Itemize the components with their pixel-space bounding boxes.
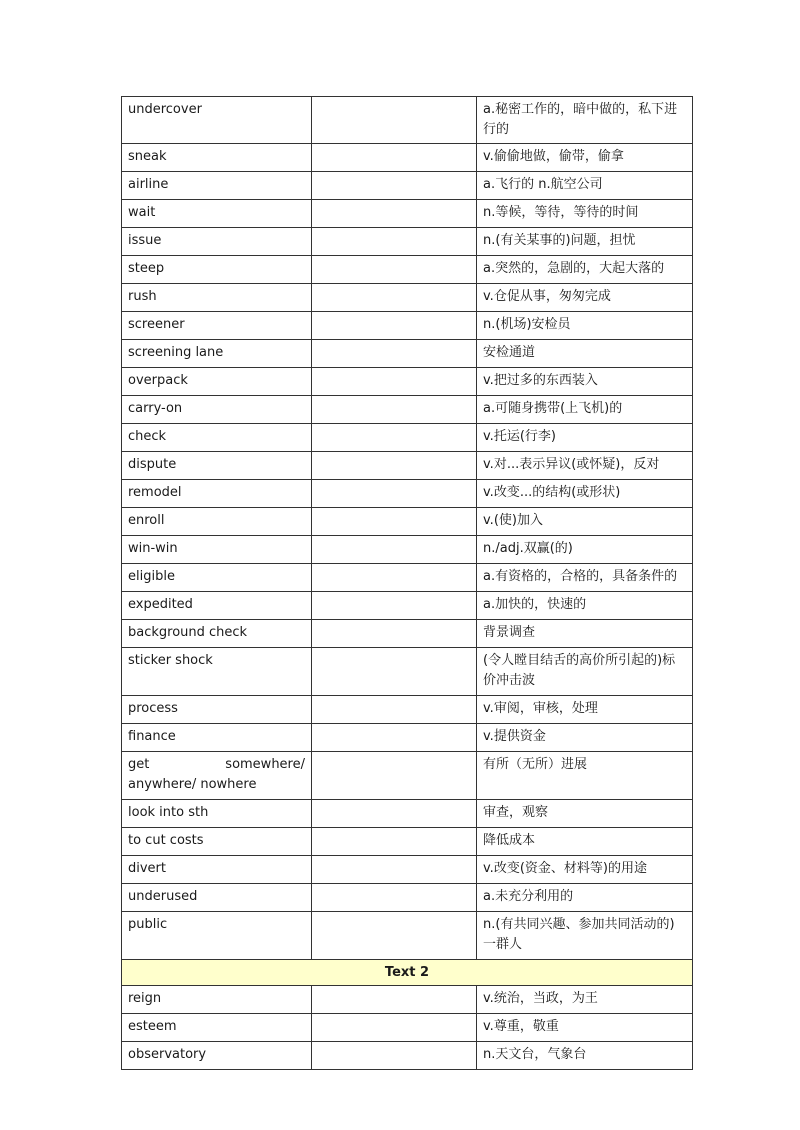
table-row xyxy=(122,1042,693,1070)
meaning-cell: n.天文台，气象台 xyxy=(477,1042,693,1070)
meaning-cell: v.提供资金 xyxy=(477,724,693,752)
word-cell: get somewhere/ anywhere/ nowhere xyxy=(122,752,312,800)
word-cell: background check xyxy=(122,620,312,648)
meaning-cell: a.可随身携带(上飞机)的 xyxy=(477,396,693,424)
word-cell: win-win xyxy=(122,536,312,564)
word-cell: steep xyxy=(122,256,312,284)
word-cell: rush xyxy=(122,284,312,312)
blank-cell xyxy=(312,396,477,424)
table-row xyxy=(122,424,693,452)
meaning-cell: v.改变(资金、材料等)的用途 xyxy=(477,856,693,884)
word-cell: public xyxy=(122,912,312,960)
table-row xyxy=(122,97,693,144)
blank-cell xyxy=(312,884,477,912)
blank-cell xyxy=(312,592,477,620)
table-row xyxy=(122,696,693,724)
meaning-cell: v.把过多的东西装入 xyxy=(477,368,693,396)
word-cell: finance xyxy=(122,724,312,752)
table-row xyxy=(122,508,693,536)
blank-cell xyxy=(312,256,477,284)
blank-cell xyxy=(312,620,477,648)
blank-cell xyxy=(312,97,477,144)
word-cell: expedited xyxy=(122,592,312,620)
table-row xyxy=(122,368,693,396)
meaning-cell: n.(有共同兴趣、参加共同活动的)一群人 xyxy=(477,912,693,960)
table-row xyxy=(122,828,693,856)
blank-cell xyxy=(312,284,477,312)
word-cell: screening lane xyxy=(122,340,312,368)
word-cell: divert xyxy=(122,856,312,884)
meaning-cell: 有所（无所）进展 xyxy=(477,752,693,800)
meaning-cell: n.(有关某事的)问题，担忧 xyxy=(477,228,693,256)
table-row xyxy=(122,856,693,884)
table-row xyxy=(122,724,693,752)
blank-cell xyxy=(312,696,477,724)
word-cell: issue xyxy=(122,228,312,256)
word-cell: dispute xyxy=(122,452,312,480)
meaning-cell: v.尊重，敬重 xyxy=(477,1014,693,1042)
blank-cell xyxy=(312,480,477,508)
word-cell: enroll xyxy=(122,508,312,536)
meaning-cell: 安检通道 xyxy=(477,340,693,368)
meaning-cell: n.(机场)安检员 xyxy=(477,312,693,340)
blank-cell xyxy=(312,1042,477,1070)
meaning-cell: 降低成本 xyxy=(477,828,693,856)
table-row xyxy=(122,620,693,648)
blank-cell xyxy=(312,424,477,452)
blank-cell xyxy=(312,564,477,592)
table-row xyxy=(122,312,693,340)
word-cell: observatory xyxy=(122,1042,312,1070)
blank-cell xyxy=(312,856,477,884)
meaning-cell: v.对...表示异议(或怀疑)，反对 xyxy=(477,452,693,480)
table-row xyxy=(122,884,693,912)
section-heading-row xyxy=(122,960,693,986)
meaning-cell: 背景调查 xyxy=(477,620,693,648)
blank-cell xyxy=(312,340,477,368)
blank-cell xyxy=(312,752,477,800)
word-cell: look into sth xyxy=(122,800,312,828)
blank-cell xyxy=(312,200,477,228)
table-row xyxy=(122,452,693,480)
table-row xyxy=(122,144,693,172)
table-row xyxy=(122,396,693,424)
word-cell: wait xyxy=(122,200,312,228)
table-row xyxy=(122,256,693,284)
blank-cell xyxy=(312,912,477,960)
table-row xyxy=(122,986,693,1014)
blank-cell xyxy=(312,1014,477,1042)
meaning-cell: n.等候，等待，等待的时间 xyxy=(477,200,693,228)
table-row xyxy=(122,592,693,620)
meaning-cell: v.偷偷地做，偷带，偷拿 xyxy=(477,144,693,172)
word-cell: process xyxy=(122,696,312,724)
meaning-cell: v.托运(行李) xyxy=(477,424,693,452)
blank-cell xyxy=(312,986,477,1014)
meaning-cell: 审查，观察 xyxy=(477,800,693,828)
word-cell: sneak xyxy=(122,144,312,172)
table-row xyxy=(122,800,693,828)
word-cell: to cut costs xyxy=(122,828,312,856)
word-cell: esteem xyxy=(122,1014,312,1042)
word-cell: carry-on xyxy=(122,396,312,424)
word-cell: reign xyxy=(122,986,312,1014)
vocabulary-table xyxy=(121,96,693,1070)
blank-cell xyxy=(312,724,477,752)
meaning-cell: a.有资格的，合格的，具备条件的 xyxy=(477,564,693,592)
word-cell: overpack xyxy=(122,368,312,396)
blank-cell xyxy=(312,144,477,172)
table-row xyxy=(122,340,693,368)
meaning-cell: a.突然的，急剧的，大起大落的 xyxy=(477,256,693,284)
meaning-cell: a.秘密工作的，暗中做的，私下进行的 xyxy=(477,97,693,144)
blank-cell xyxy=(312,452,477,480)
word-cell: remodel xyxy=(122,480,312,508)
word-cell: screener xyxy=(122,312,312,340)
word-cell: check xyxy=(122,424,312,452)
blank-cell xyxy=(312,648,477,696)
table-row xyxy=(122,1014,693,1042)
table-row xyxy=(122,200,693,228)
meaning-cell: v.(使)加入 xyxy=(477,508,693,536)
blank-cell xyxy=(312,368,477,396)
blank-cell xyxy=(312,800,477,828)
word-cell: airline xyxy=(122,172,312,200)
meaning-cell: v.仓促从事，匆匆完成 xyxy=(477,284,693,312)
meaning-cell: a.未充分利用的 xyxy=(477,884,693,912)
table-row xyxy=(122,912,693,960)
blank-cell xyxy=(312,536,477,564)
section-heading: Text 2 xyxy=(122,960,693,986)
blank-cell xyxy=(312,228,477,256)
table-row xyxy=(122,284,693,312)
blank-cell xyxy=(312,312,477,340)
meaning-cell: n./adj.双赢(的) xyxy=(477,536,693,564)
word-cell: undercover xyxy=(122,97,312,144)
meaning-cell: (令人瞠目结舌的高价所引起的)标价冲击波 xyxy=(477,648,693,696)
table-row xyxy=(122,172,693,200)
word-cell: underused xyxy=(122,884,312,912)
table-row xyxy=(122,228,693,256)
table-row xyxy=(122,752,693,800)
table-row xyxy=(122,564,693,592)
word-cell: eligible xyxy=(122,564,312,592)
meaning-cell: v.统治，当政，为王 xyxy=(477,986,693,1014)
meaning-cell: v.审阅，审核，处理 xyxy=(477,696,693,724)
word-cell: sticker shock xyxy=(122,648,312,696)
table-row xyxy=(122,480,693,508)
meaning-cell: a.飞行的 n.航空公司 xyxy=(477,172,693,200)
blank-cell xyxy=(312,828,477,856)
meaning-cell: a.加快的，快速的 xyxy=(477,592,693,620)
blank-cell xyxy=(312,172,477,200)
table-row xyxy=(122,536,693,564)
meaning-cell: v.改变...的结构(或形状) xyxy=(477,480,693,508)
table-row xyxy=(122,648,693,696)
blank-cell xyxy=(312,508,477,536)
